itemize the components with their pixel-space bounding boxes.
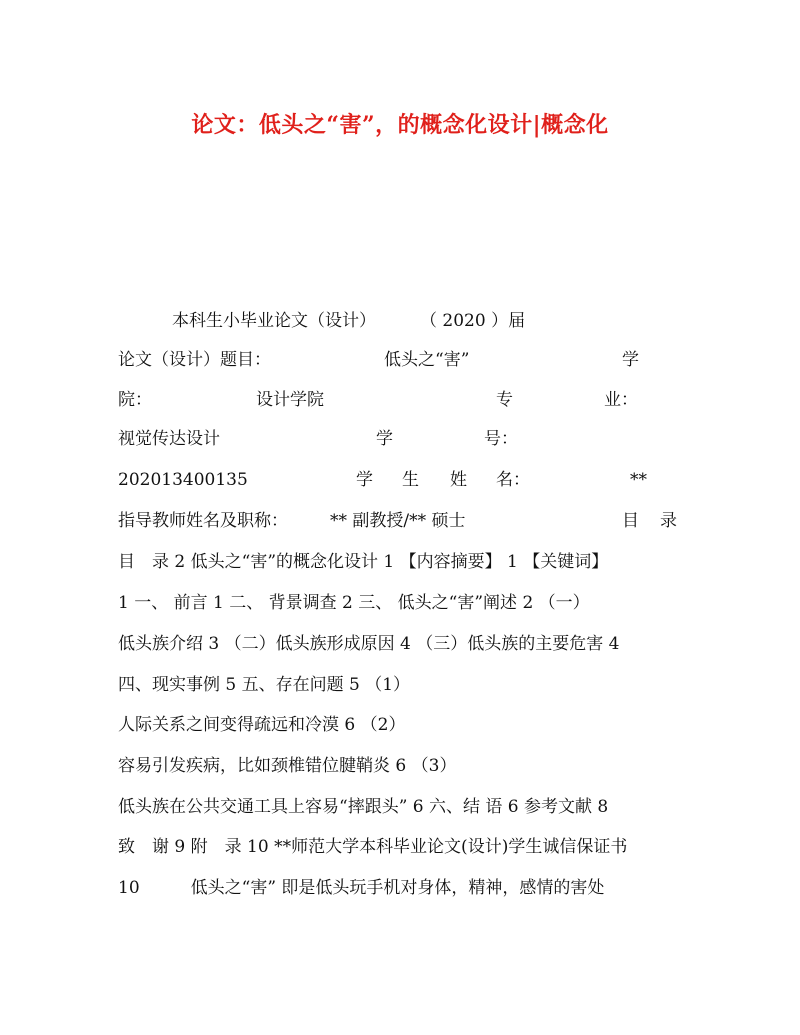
toc-line: 1 一、 前言 1 二、 背景调查 2 三、 低头之“害”阐述 2 （一） — [118, 593, 590, 613]
student-id-label-part1: 学 — [376, 429, 393, 449]
major-label-part1: 专 — [496, 390, 513, 410]
body-text-line: 10 低头之“害” 即是低头玩手机对身体，精神，感情的害处 — [118, 878, 605, 898]
student-name-value: ** — [630, 470, 647, 490]
college-value: 设计学院 — [256, 390, 324, 410]
topic-label: 论文（设计）题目： — [118, 350, 271, 370]
major-label-part2: 业： — [604, 390, 638, 410]
advisor-label: 指导教师姓名及职称： — [118, 511, 288, 531]
toc-line: 人际关系之间变得疏远和冷漠 6 （2） — [118, 715, 406, 735]
college-label-part1: 学 — [622, 350, 639, 370]
toc-line: 致 谢 9 附 录 10 **师范大学本科毕业论文(设计)学生诚信保证书 — [118, 837, 628, 857]
toc-line: 容易引发疾病，比如颈椎错位腱鞘炎 6 （3） — [118, 756, 457, 776]
document-title: 论文：低头之“害”，的概念化设计|概念化 — [191, 112, 609, 138]
student-name-label-part3: 姓 — [450, 470, 467, 490]
toc-label-part2: 录 — [660, 511, 677, 531]
toc-line: 目 录 2 低头之“害”的概念化设计 1 【内容摘要】 1 【关键词】 — [118, 552, 609, 572]
toc-label-part1: 目 — [622, 511, 639, 531]
topic-value: 低头之“害” — [384, 350, 470, 370]
student-id-label-part2: 号： — [484, 429, 518, 449]
student-name-label-part1: 学 — [356, 470, 373, 490]
toc-line: 低头族介绍 3 （二）低头族形成原因 4 （三）低头族的主要危害 4 — [118, 634, 620, 654]
major-value: 视觉传达设计 — [118, 429, 220, 449]
thesis-heading: 本科生小毕业论文（设计） — [172, 311, 376, 331]
student-id-value: 202013400135 — [118, 470, 248, 490]
toc-line: 四、现实事例 5 五、存在问题 5 （1） — [118, 675, 411, 695]
advisor-value: ** 副教授/** 硕士 — [330, 511, 466, 531]
student-name-label-part4: 名： — [496, 470, 530, 490]
toc-line: 低头族在公共交通工具上容易“摔跟头” 6 六、结 语 6 参考文献 8 — [118, 797, 609, 817]
thesis-year: （ 2020 ）届 — [420, 311, 526, 331]
college-label-part2: 院： — [118, 390, 152, 410]
student-name-label-part2: 生 — [402, 470, 419, 490]
